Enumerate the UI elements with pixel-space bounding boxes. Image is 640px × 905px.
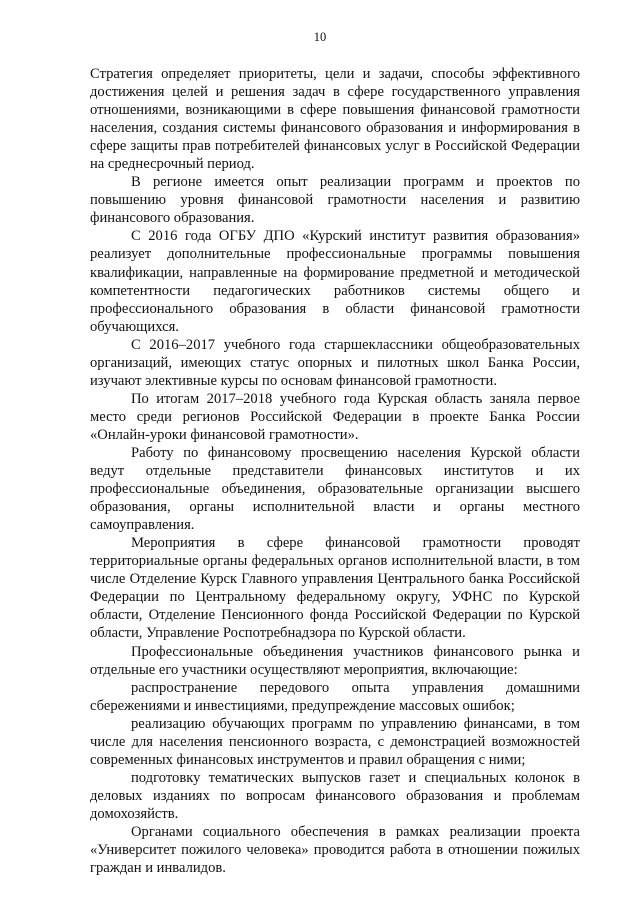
page-number: 10 xyxy=(313,30,327,44)
paragraph-online-lessons: По итогам 2017–2018 учебного года Курская область заняла первое место среди регионов Российской Федерации в проекте Банка России «Онлайн-уроки финансовой грамотности». xyxy=(90,390,580,443)
paragraph-strategy: Стратегия определяет приоритеты, цели и задачи, способы эффективного достижения целей и решения задач в сфере государственного управления отношениями, возникающими в сфере повышения финансовой грамотности населения, создания системы финансового образования и информирования в сфере защиты прав потребителей финансовых услуг в Российской Федерации на среднесрочный период. xyxy=(90,66,580,173)
paragraph-regional-experience: В регионе имеется опыт реализации программ и проектов по повышению уровня финансовой грамотности населения и развитию финансового образования. xyxy=(90,174,580,227)
paragraph-elective-courses: С 2016–2017 учебного года старшеклассники общеобразовательных организаций, имеющих статус опорных и пилотных школ Банка России, изучают элективные курсы по основам финансовой грамотности. xyxy=(90,336,580,389)
paragraph-kursk-institute: С 2016 года ОГБУ ДПО «Курский институт развития образования» реализует дополнительные профессиональные программы повышения квалификации, направленные на формирование предметной и методической компетентности педагогических работников системы общего и профессионального образования в области финансовой грамотности обучающихся. xyxy=(90,228,580,335)
paragraph-financial-education-work: Работу по финансовому просвещению населения Курской области ведут отдельные представители финансовых институтов и их профессиональные объединения, образовательные организации высшего образования, органы исполнительной власти и органы местного самоуправления. xyxy=(90,444,580,534)
paragraph-professional-associations: Профессиональные объединения участников финансового рынка и отдельные его участники осуществляют мероприятия, включающие: xyxy=(90,643,580,678)
body-text xyxy=(90,65,580,877)
list-item-newspaper-issues: подготовку тематических выпусков газет и специальных колонок в деловых изданиях по вопросам финансового образования и проблемам домохозяйств. xyxy=(90,769,580,822)
paragraph-territorial-bodies: Мероприятия в сфере финансовой грамотности проводят территориальные органы федеральных органов исполнительной власти, в том числе Отделение Курск Главного управления Центрального банка Российской Федерации по Центральному федеральному округу, УФНС по Курской области, Отделение Пенсионного фонда Российской Федерации по Курской области, Управление Роспотребнадзора по Курской области. xyxy=(90,535,580,642)
list-item-best-practices: распространение передового опыта управления домашними сбережениями и инвестициями, предупреждение массовых ошибок; xyxy=(90,679,580,714)
list-item-training-programs: реализацию обучающих программ по управлению финансами, в том числе для населения пенсионного возраста, с демонстрацией возможностей современных финансовых инструментов и правил обращения с ними; xyxy=(90,715,580,768)
paragraph-social-security: Органами социального обеспечения в рамках реализации проекта «Университет пожилого человека» проводится работа в отношении пожилых граждан и инвалидов. xyxy=(90,823,580,877)
